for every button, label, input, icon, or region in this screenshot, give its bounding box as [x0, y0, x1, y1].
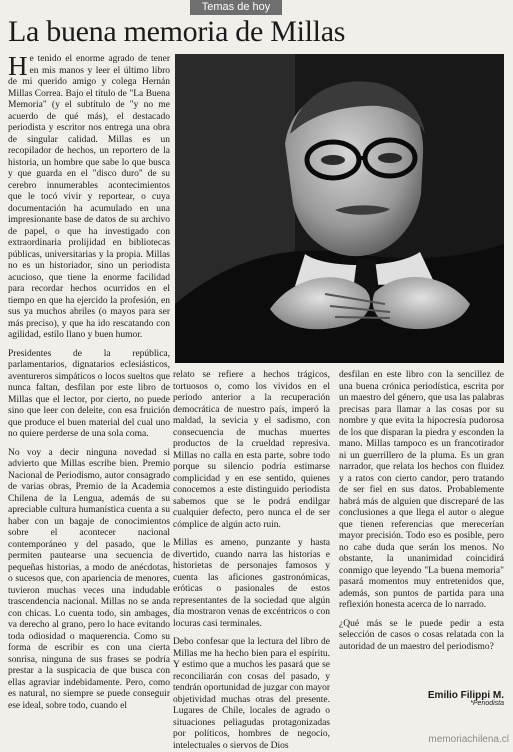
article-paragraph: Millas es ameno, punzante y hasta divertido, cuando narra las historias e historietas de personajes famosos y cuenta las aficiones gastronómicas, eróticas o pasionales de estos representantes de la sociedad que algún día mostraron venas de excéntricos o con locuras casi terminales. [173, 538, 330, 629]
author-portrait-photo [175, 54, 504, 363]
author-role: *Periodista [470, 700, 504, 707]
portrait-illustration [175, 54, 504, 363]
article-paragraph: No voy a decir ninguna novedad si advierto que Millas escribe bien. Premio Nacional de Periodismo, autor consagrado de varias obras, Premio de la Academia Chilena de la Lengua, además de su apreciable cultura humanística cuenta a su haber con un bagaje de conocimientos sobre el acontecer nacional contemporáneo y del pasado, que le permiten pautearse una secuencia de pequeñas historias, a modo de anécdotas, o sucesos que, con apariencia de menores, tuvieron muchas veces una indudable trascendencia nacional. Millas no se anda con chicas. Lo cuenta todo, sin ambages, va derecho al grano, pero lo hace evitando toda odiosidad o maquerencia. Como su forma de escribir es con una cierta sonrisa, ninguna de sus frases se podría prestar a la suspicacia de que busca con ellas agraviar indebidamente. Pero, como es natural, no siempre se puede conseguir ese ideal, sobre todo, cuando el [8, 447, 170, 711]
article-column-3 [339, 370, 504, 672]
article-paragraph: desfilan en este libro con la sencillez de una buena crónica periodística, escrita por un maestro del género, que usa las palabras precisas para llamar a las cosas por su nombre y que evita la hipocresía pudorosa de los que disparan la piedra y esconden la mano. Millas tampoco es un francotirador ni un guerrillero de la pluma. Es un gran narrador, que relata los hechos con fluidez y a ratos con cierto candor, pero tratando de ser fiel en sus datos. Probablemente habrá más de alguien que discreparé de las conclusiones a que llega el autor o alegue que tienen referencias que merecerían mayor precisión. Todo eso es posible, pero no cabe duda que serán los menos. No obstante, la unanimidad coincidirá conmigo que leyendo "La buena memoria" pasará momentos muy entretenidos que, además, son puntos de partida para una reflexión honesta acerca de lo narrado. [339, 370, 504, 610]
article-paragraph [8, 51, 170, 342]
source-watermark[interactable]: memoriachilena.cl [428, 734, 509, 745]
byline [402, 690, 504, 707]
article-column-2 [173, 370, 330, 751]
article-column-1 [8, 51, 170, 744]
article-paragraph: Presidentes de la república, parlamentarios, dignatarios eclesiásticos, aventureros simpáticos o locos sueltos que nunca faltan, desfilan por este libro de Millas que el lector, por cierto, no puede sino que leer con deleite, con esa fruición que produce el buen material del cual uno no quiere perderse de una sola coma. [8, 348, 170, 439]
drop-cap: H [8, 51, 28, 81]
article-paragraph: Debo confesar que la lectura del libro de Millas me ha hecho bien para el espíritu. Y estimo que a muchos les pasará que se reconciliarán con cosas del pasado, y tendrán oportunidad de juzgar con mayor objetividad muchas otras del presente. Lugares de Chile, locales de agrado o situaciones peliagudas protagonizadas por políticos, hombres de negocio, intelectuales o siervos de Dios [173, 637, 330, 751]
article-paragraph: relato se refiere a hechos trágicos, tortuosos o, como los vividos en el período anterior a la recuperación democrática de nuestro país, imperó la maldad, la sevicia y el sadismo, con consecuencia de muchas muertes productos de la crueldad represiva. Millas no calla en esta parte, sobre todo porque su silencio podría estimarse complicidad y en ese sentido, quienes conocemos a este distinguido periodista sabemos que se le podrá endilgar cualquier defecto, pero nunca el de ser cómplice de algún acto ruin. [173, 370, 330, 530]
paragraph-text: e tenido el enorme agrado de tener en mis manos y leer el último libro de mi querido amigo y colega Hernán Millas Correa. Bajo el título de "La Buena Memoria" (y el subtítulo de "y no me acuerdo de qué más), el destacado periodista y escritor nos entrega una obra de singular calidad. Millas es un recopilador de hechos, un reportero de la historia, un hombre que sabe lo que busca y que guarda en el "disco duro" de su cerebro innumerables acontecimientos que le tocó vivir y reportear, o cuya documentación ha acumulado en una impresionante base de datos de su archivo de papel, o que ha investigado con extraordinaria prolijidad en bibliotecas públicas, universitarias y la propia. Millas no es un historiador, sino un periodista acucioso, que tiene la enorme facilidad para recordar hechos ocurridos en el tiempo en que ha ejercido la profesión, en sus ya muchos abriles (o mayos para ser más preciso), y que ha ido rescatando con agilidad, estilo llano y buen humor. [8, 54, 170, 340]
article-headline: La buena memoria de Millas [8, 15, 346, 48]
article-paragraph: ¿Qué más se le puede pedir a esta selección de casos o cosas relatada con la autoridad de un maestro del periodismo? [339, 618, 504, 652]
section-tag: Temas de hoy [190, 0, 282, 15]
author-name: Emilio Filippi M. [427, 690, 504, 701]
